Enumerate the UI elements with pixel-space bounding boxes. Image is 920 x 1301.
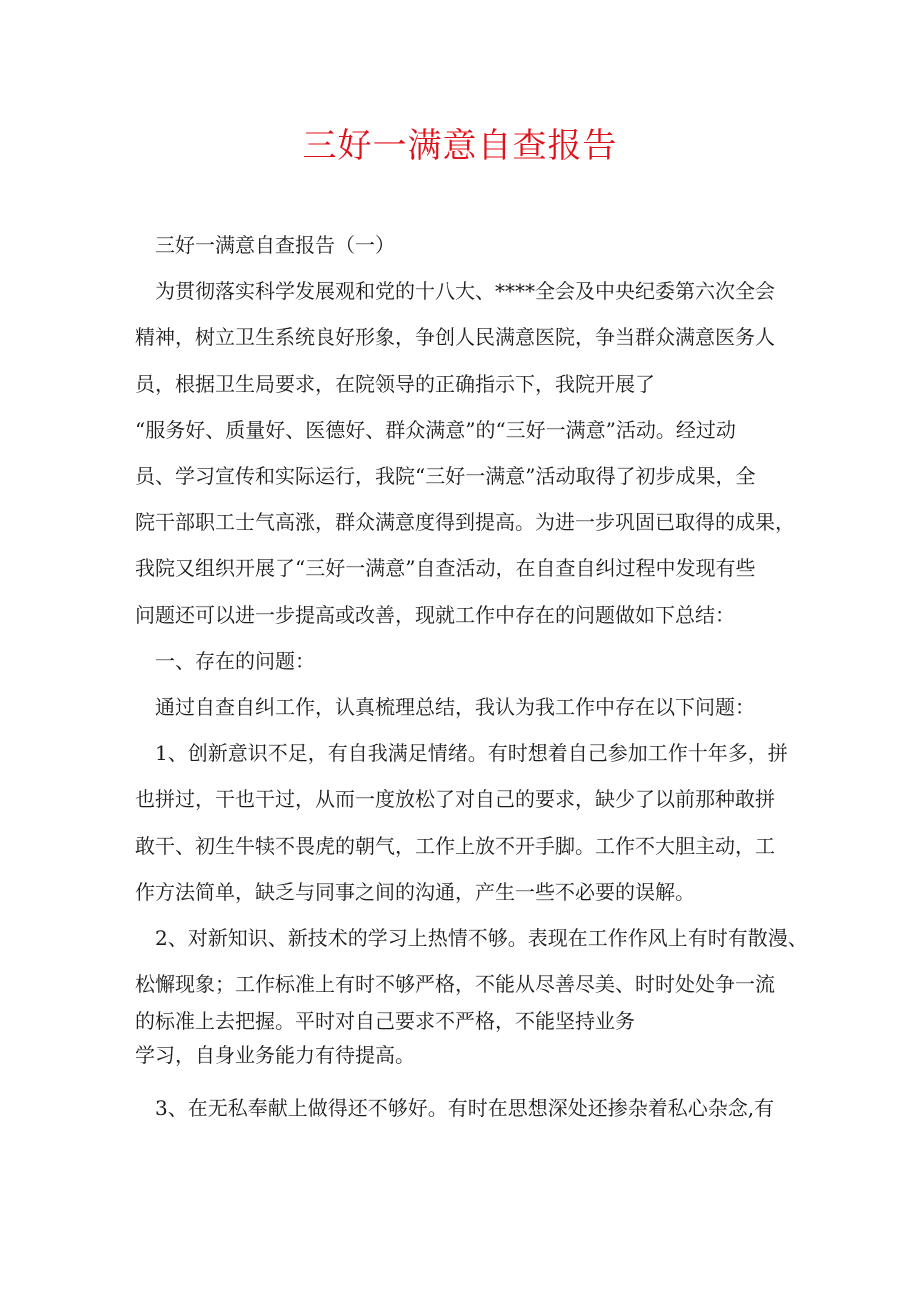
item-1-line: 也拼过，干也干过，从而一度放松了对自己的要求，缺少了以前那种敢拼 — [135, 787, 775, 812]
lead-paragraph: 通过自查自纠工作，认真梳理总结，我认为我工作中存在以下问题： — [155, 695, 755, 720]
section-heading: 一、存在的问题： — [155, 648, 315, 673]
item-3-paragraph — [135, 1085, 785, 1131]
item-2-paragraph — [135, 915, 808, 1069]
intro-line: “服务好、质量好、医德好、群众满意”的“三好一满意”活动。经过动 — [135, 417, 736, 442]
intro-line: 问题还可以进一步提高或改善，现就工作中存在的问题做如下总结： — [135, 602, 735, 627]
item-2-line: 学习，自身业务能力有待提高。 — [135, 1043, 415, 1068]
intro-line: 员、学习宣传和实际运行，我院“三好一满意”活动取得了初步成果，全 — [135, 464, 756, 489]
item-2-line: 松懈现象；工作标准上有时不够严格，不能从尽善尽美、时时处处争一流 — [135, 972, 775, 997]
item-1-line: 作方法简单，缺乏与同事之间的沟通，产生一些不必要的误解。 — [135, 879, 695, 904]
document-title: 三好一满意自查报告 — [302, 126, 618, 166]
item-2-line: 2、对新知识、新技术的学习上热情不够。表现在工作作风上有时有散漫、 — [155, 926, 808, 951]
intro-line: 精神，树立卫生系统良好形象，争创人民满意医院，争当群众满意医务人 — [135, 325, 775, 350]
intro-line: 员，根据卫生局要求，在院领导的正确指示下，我院开展了 — [135, 371, 655, 396]
item-1-line: 1、创新意识不足，有自我满足情绪。有时想着自己参加工作十年多，拼 — [155, 741, 788, 766]
document-body — [135, 222, 808, 1132]
intro-paragraph — [135, 268, 795, 638]
item-1-line: 敢干、初生牛犊不畏虎的朝气，工作上放不开手脚。工作不大胆主动，工 — [135, 833, 775, 858]
item-1-paragraph — [135, 730, 788, 915]
intro-line: 为贯彻落实科学发展观和党的十八大、****全会及中央纪委第六次全会 — [155, 279, 775, 304]
item-2-line: 的标准上去把握。平时对自己要求不严格，不能坚持业务 — [135, 1009, 635, 1034]
item-3-line: 3、在无私奉献上做得还不够好。有时在思想深处还掺杂着私心杂念,有 — [155, 1096, 775, 1121]
intro-line: 院干部职工士气高涨，群众满意度得到提高。为进一步巩固已取得的成果， — [135, 510, 795, 535]
intro-line: 我院又组织开展了“三好一满意”自查活动，在自查自纠过程中发现有些 — [135, 556, 756, 581]
subtitle: 三好一满意自查报告（一） — [155, 233, 395, 257]
